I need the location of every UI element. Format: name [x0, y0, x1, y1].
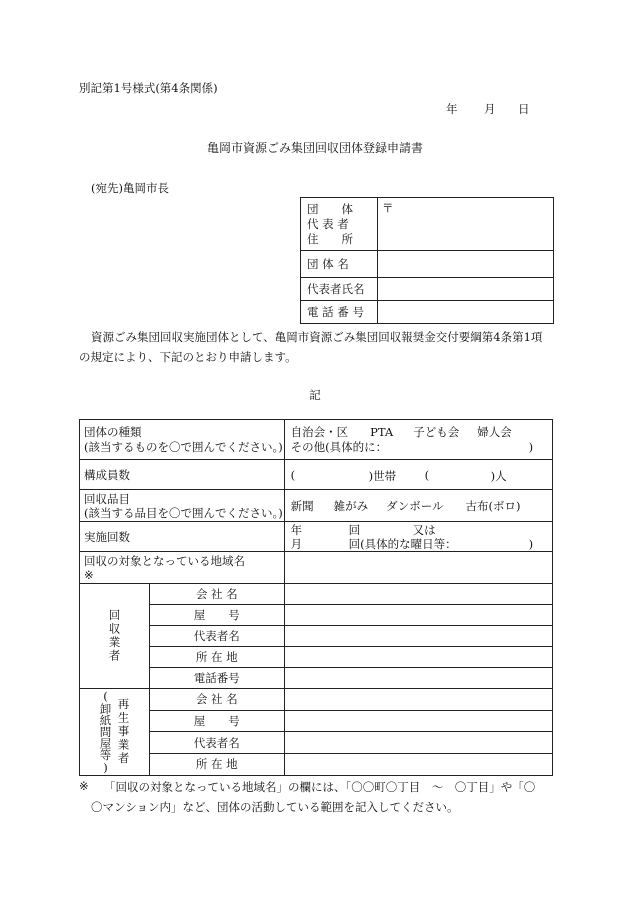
option-fujinkai[interactable]: 婦人会 [477, 424, 512, 439]
option-pta[interactable]: PTA [370, 424, 394, 439]
items-label-line1: 回収品目 [84, 491, 130, 506]
rep-name-label: 代表者氏名 [301, 278, 378, 301]
address-field[interactable] [378, 198, 554, 251]
collector-company-label: 会 社 名 [149, 584, 284, 605]
postal-mark: 〒 [382, 201, 394, 215]
footnote-line1: 「回収の対象となっている地域名」の欄には、「〇〇町〇丁目 ～ 〇丁目」や「〇 [104, 780, 536, 794]
collector-group-label: 回収業者 [107, 609, 122, 663]
members-field[interactable] [284, 460, 552, 490]
recycler-rep-field[interactable] [284, 732, 552, 754]
area-label-text: 回収の対象となっている地域名 [84, 553, 245, 568]
applicant-table [300, 197, 554, 324]
collector-phone-label: 電話番号 [149, 668, 284, 689]
group-type-options[interactable] [284, 420, 552, 460]
footnote-mark: ※ [79, 779, 89, 793]
collector-group-cell [80, 584, 150, 689]
details-table [79, 419, 553, 776]
collector-trade-name-label: 屋 号 [149, 605, 284, 626]
members-open2: ( [424, 468, 430, 482]
item-newspaper[interactable]: 新聞 [290, 498, 314, 513]
address-label-line1: 団 体 [307, 201, 353, 216]
items-label [80, 490, 285, 522]
option-other[interactable]: その他(具体的に： [290, 439, 388, 454]
date-year: 年 [446, 102, 458, 116]
statement-line2: の規定により、下記のとおり申請します。 [79, 350, 297, 364]
collector-phone-field[interactable] [284, 668, 552, 689]
households-unit: )世帯 [368, 469, 397, 483]
recycler-company-label: 会 社 名 [149, 689, 284, 711]
recycler-trade-name-field[interactable] [284, 710, 552, 732]
footnote-line2: 〇マンション内」など、団体の活動している範囲を記入してください。 [91, 800, 459, 814]
people-unit: )人 [490, 469, 507, 483]
collector-rep-label: 代表者名 [149, 626, 284, 647]
collector-trade-name-field[interactable] [284, 605, 552, 626]
collector-location-field[interactable] [284, 647, 552, 668]
recycler-company-field[interactable] [284, 689, 552, 711]
frequency-field[interactable] [284, 522, 552, 552]
freq-year: 年 [290, 522, 303, 537]
collector-location-label: 所 在 地 [149, 647, 284, 668]
group-name-field[interactable] [378, 251, 554, 278]
group-type-label [80, 420, 285, 460]
address-label-line2: 代 表 者 [307, 216, 349, 231]
phone-field[interactable] [378, 301, 554, 324]
area-field[interactable] [284, 552, 552, 584]
recycler-group-sub: (卸紙問屋等) [98, 689, 113, 775]
ki-mark: 記 [309, 388, 321, 402]
items-options[interactable] [284, 490, 552, 522]
address-label-line3: 住 所 [307, 231, 353, 246]
members-open1: ( [290, 467, 296, 482]
collector-company-field[interactable] [284, 584, 552, 605]
option-jichikai[interactable]: 自治会・区 [290, 424, 349, 439]
address-label [301, 198, 378, 251]
date-month: 月 [484, 102, 496, 116]
item-zatsugami[interactable]: 雑がみ [333, 498, 369, 513]
group-type-label-line2: (該当するものを〇で囲んでください。) [84, 439, 283, 454]
option-kodomokai[interactable]: 子ども会 [413, 424, 460, 439]
other-close: ) [528, 439, 534, 454]
recycler-rep-label: 代表者名 [149, 732, 284, 754]
form-label: 別記第1号様式(第4条関係) [79, 81, 218, 95]
recycler-location-label: 所 在 地 [149, 753, 284, 775]
freq-times1: 回 [348, 522, 361, 537]
recycler-group-cell [80, 689, 150, 776]
recycler-group-label: 再生事業者 [116, 698, 131, 766]
statement-line1: 資源ごみ集団回収実施団体として、亀岡市資源ごみ集団回収報奨金交付要綱第4条第1項 [91, 330, 543, 344]
collector-rep-field[interactable] [284, 626, 552, 647]
members-label: 構成員数 [80, 460, 285, 490]
item-cloth[interactable]: 古布(ボロ) [465, 498, 521, 513]
frequency-label: 実施回数 [80, 522, 285, 552]
item-cardboard[interactable]: ダンボール [386, 498, 444, 513]
area-label [80, 552, 285, 584]
group-name-label: 団 体 名 [301, 251, 378, 278]
freq-times2: 回(具体的な曜日等： [348, 536, 457, 551]
group-type-label-line1: 団体の種類 [84, 424, 142, 439]
freq-close: ) [528, 536, 534, 551]
rep-name-field[interactable] [378, 278, 554, 301]
freq-month: 月 [290, 536, 303, 551]
recycler-location-field[interactable] [284, 753, 552, 775]
date-day: 日 [518, 102, 530, 116]
freq-or: 又は [412, 522, 436, 537]
items-label-line2: (該当する品目を〇で囲んでください。) [84, 505, 283, 520]
addressee: (宛先)亀岡市長 [91, 181, 169, 195]
area-note-mark: ※ [84, 567, 94, 582]
phone-label: 電 話 番 号 [301, 301, 378, 324]
page-title: 亀岡市資源ごみ集団回収団体登録申請書 [206, 141, 423, 155]
recycler-trade-name-label: 屋 号 [149, 710, 284, 732]
